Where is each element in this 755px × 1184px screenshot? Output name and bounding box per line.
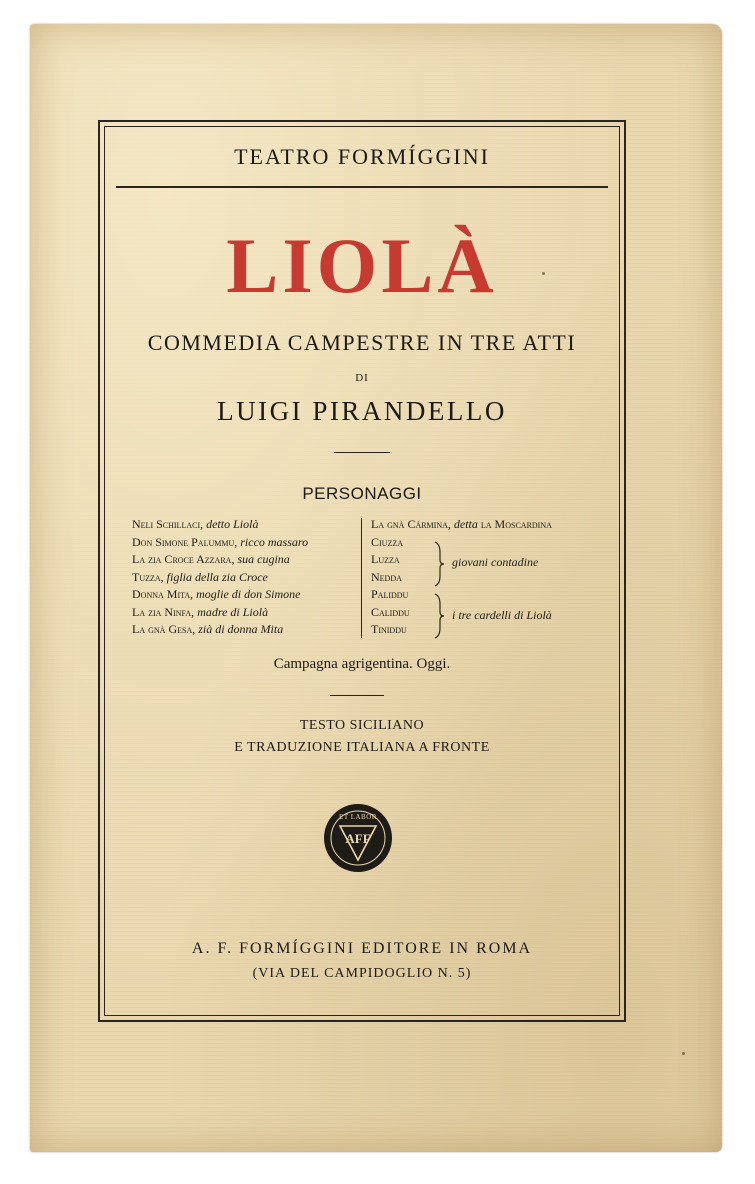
character-description: figlia della zia Croce (166, 569, 268, 584)
text-note-line1: TESTO SICILIANO (299, 718, 425, 733)
character-description: sua cugina (237, 552, 290, 566)
character-entry (371, 534, 552, 552)
character-entry (132, 586, 308, 604)
character-name: Nedda (371, 569, 402, 584)
character-description: moglie di don Simone (196, 587, 301, 601)
book-title: LIOLÀ (226, 222, 498, 309)
by-label: DI (355, 372, 369, 384)
character-description: detto Liolà (206, 517, 259, 531)
text-note-line2: E TRADUZIONE ITALIANA A FRONTE (234, 740, 490, 755)
character-description: madre di Liolà (197, 604, 269, 619)
character-name: Donna Mita, (132, 587, 194, 601)
ink-speck (682, 1052, 685, 1055)
character-name: La gnà Cármina, (371, 517, 451, 531)
emblem-motto: ET LABOR (339, 813, 377, 821)
emblem-initials: AFF (345, 831, 371, 846)
publisher-address: (VIA DEL CAMPIDOGLIO N. 5) (252, 966, 472, 981)
character-entry (132, 551, 308, 569)
character-entry (371, 586, 552, 604)
character-nickname: la Moscardina (480, 517, 552, 531)
ornament-divider (330, 695, 384, 696)
book-subtitle: COMMEDIA CAMPESTRE IN TRE ATTI (147, 330, 577, 355)
character-name: Paliddu (371, 587, 409, 601)
author-name: LUIGI PIRANDELLO (217, 396, 507, 426)
boys-group-brace-icon (432, 592, 446, 640)
character-description: detta (453, 517, 478, 531)
character-entry (371, 516, 552, 534)
character-name: Caliddu (371, 604, 410, 619)
characters-column-divider (361, 518, 362, 638)
characters-heading: PERSONAGGI (302, 484, 422, 503)
character-description: zià di donna Mita (198, 622, 284, 636)
publisher-emblem-icon (322, 802, 394, 874)
boys-group-note: i tre cardelli di Liolà (452, 608, 552, 622)
publisher-name: A. F. FORMÍGGINI EDITORE IN ROMA (191, 940, 533, 957)
character-name: Don Simone Palummu, (132, 534, 238, 549)
character-name: La zia Ninfa, (132, 604, 195, 619)
character-name: Luzza (371, 552, 400, 566)
character-entry (371, 621, 552, 639)
character-name: Ciuzza (371, 534, 403, 549)
girls-group-note: giovani contadine (452, 555, 539, 569)
character-entry (132, 516, 308, 534)
ornament-divider (334, 452, 390, 453)
character-name: Tuzza, (132, 569, 164, 584)
character-name: Neli Schillaci, (132, 517, 204, 531)
character-entry (132, 604, 308, 622)
girls-group-brace-icon (432, 540, 446, 588)
character-entry (132, 534, 308, 552)
character-entry (132, 569, 308, 587)
character-entry (132, 621, 308, 639)
play-setting: Campagna agrigentina. Oggi. (273, 656, 451, 672)
series-header: TEATRO FORMÍGGINI (234, 144, 490, 169)
character-name: Tiniddu (371, 622, 407, 636)
character-entry (371, 569, 552, 587)
header-divider (116, 186, 608, 188)
character-name: La gnà Gesa, (132, 622, 196, 636)
character-description: ricco massaro (240, 534, 309, 549)
character-name: La zia Croce Azzara, (132, 552, 235, 566)
characters-list-left (132, 516, 308, 639)
